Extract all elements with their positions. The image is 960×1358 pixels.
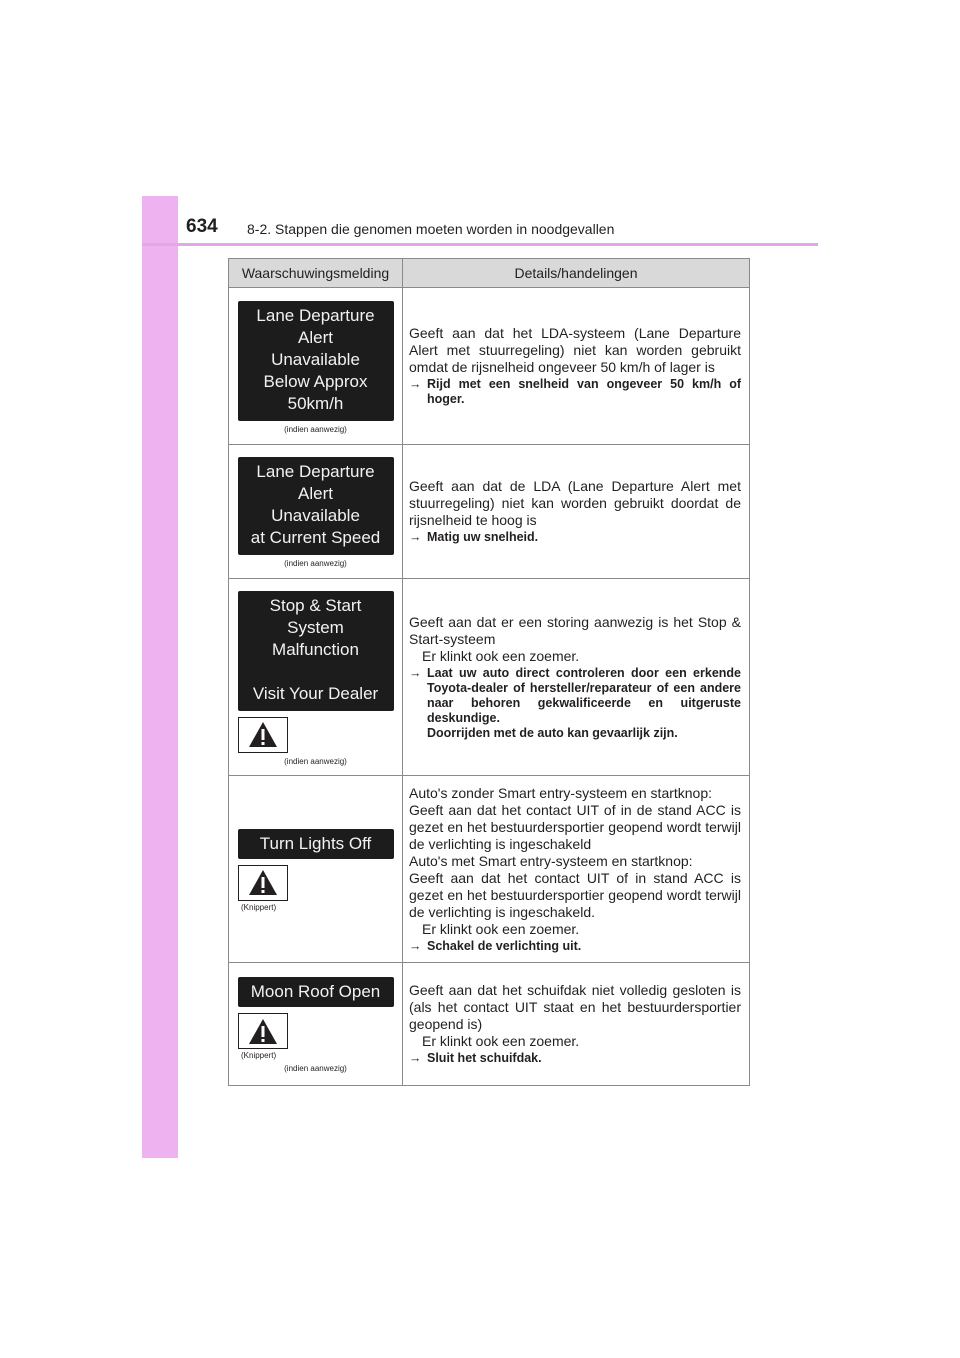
page-number: 634 bbox=[186, 216, 218, 237]
display-line: Alert bbox=[298, 327, 333, 347]
moon-roof-open-display: Moon Roof Open bbox=[238, 977, 394, 1007]
arrow-icon: → bbox=[409, 530, 422, 544]
action-text: Matig uw snelheid. bbox=[427, 530, 539, 544]
buzzer-note: Er klinkt ook een zoemer. bbox=[422, 920, 580, 937]
table-row bbox=[229, 963, 750, 1086]
message-cell bbox=[229, 445, 403, 579]
details-text: Auto's met Smart entry-systeem en startknop: bbox=[409, 852, 693, 869]
header-warning-message: Waarschuwingsmelding bbox=[229, 259, 403, 288]
warning-triangle-icon bbox=[238, 1013, 288, 1049]
details-text: Geeft aan dat de LDA (Lane Departure Alert met stuurregeling) niet kan worden gebruikt doordat de rijsnelheid te hoog is bbox=[409, 478, 741, 528]
display-line: Alert bbox=[298, 484, 333, 503]
arrow-icon: → bbox=[409, 938, 422, 953]
blinking-caption: (Knippert) bbox=[241, 902, 277, 912]
table-row bbox=[229, 579, 750, 776]
action-line bbox=[409, 666, 741, 741]
header-rule bbox=[142, 243, 818, 246]
table-row bbox=[229, 776, 750, 963]
display-line: Unavailable bbox=[271, 506, 360, 525]
details-text: Geeft aan dat het contact UIT of in de stand ACC is gezet en het bestuurdersportier geopend wordt terwijl de verlichting is ingeschakeld bbox=[409, 801, 741, 852]
action-line bbox=[409, 377, 741, 407]
display-line: Malfunction bbox=[272, 639, 359, 659]
action-text: Doorrijden met de auto kan gevaarlijk zijn. bbox=[427, 725, 678, 740]
display-line bbox=[238, 661, 394, 683]
details-cell bbox=[403, 288, 750, 445]
details-text: Geeft aan dat het contact UIT of in stand ACC is gezet en het bestuurdersportier geopend wordt terwijl de verlichting is ingeschakeld. bbox=[409, 869, 741, 920]
details-text: Geeft aan dat het schuifdak niet volledig gesloten is (als het contact UIT staat en het bestuurdersportier geopend is) bbox=[409, 982, 741, 1032]
message-cell bbox=[229, 288, 403, 445]
details-text: Geeft aan dat er een storing aanwezig is het Stop & Start-systeem bbox=[409, 613, 741, 647]
section-title: 8-2. Stappen die genomen moeten worden in noodgevallen bbox=[247, 221, 615, 237]
display-line: 50km/h bbox=[287, 393, 344, 413]
action-text: Laat uw auto direct controleren door een erkende Toyota-dealer of hersteller/reparateur of een andere naar behoren gekwalificeerde en uitgeruste deskundige. bbox=[427, 665, 741, 725]
arrow-icon: → bbox=[409, 1051, 422, 1065]
buzzer-note: Er klinkt ook een zoemer. bbox=[422, 1033, 580, 1049]
availability-caption: (indien aanwezig) bbox=[284, 1064, 347, 1073]
turn-lights-off-display: Turn Lights Off bbox=[238, 829, 394, 859]
stop-start-display bbox=[238, 591, 394, 711]
display-line: Visit Your Dealer bbox=[252, 683, 379, 703]
table-header-row bbox=[229, 259, 750, 288]
display-line: Below Approx bbox=[263, 371, 368, 391]
warning-messages-table bbox=[228, 258, 750, 1086]
table-row bbox=[229, 288, 750, 445]
action-line bbox=[409, 939, 741, 954]
message-cell bbox=[229, 579, 403, 776]
table-row bbox=[229, 445, 750, 579]
action-text: Schakel de verlichting uit. bbox=[427, 938, 582, 953]
action-text: Rijd met een snelheid van ongeveer 50 km/h of hoger. bbox=[427, 377, 741, 406]
display-line: Unavailable bbox=[271, 349, 360, 369]
header-details: Details/handelingen bbox=[403, 259, 750, 288]
details-cell bbox=[403, 579, 750, 776]
lane-departure-speed-display bbox=[238, 457, 394, 555]
action-line bbox=[409, 1051, 741, 1066]
details-text: Auto's zonder Smart entry-systeem en startknop: bbox=[409, 784, 713, 801]
action-text: Sluit het schuifdak. bbox=[427, 1051, 542, 1065]
display-line: Stop & Start bbox=[269, 595, 362, 615]
display-line: at Current Speed bbox=[250, 528, 381, 547]
warning-triangle-icon bbox=[238, 717, 288, 753]
display-line: Lane Departure bbox=[256, 305, 375, 325]
display-line: Lane Departure bbox=[256, 462, 375, 481]
message-cell bbox=[229, 963, 403, 1086]
details-cell bbox=[403, 776, 750, 963]
side-tab-strip bbox=[142, 196, 178, 1158]
availability-caption: (indien aanwezig) bbox=[284, 559, 347, 568]
details-text: Geeft aan dat het LDA-systeem (Lane Departure Alert met stuurregeling) niet kan worden gebruikt omdat de rijsnelheid ongeveer 50 km/h of lager is bbox=[409, 325, 741, 375]
display-line: System bbox=[287, 617, 344, 637]
details-cell bbox=[403, 445, 750, 579]
lane-departure-display bbox=[238, 301, 394, 421]
action-line bbox=[409, 530, 741, 545]
buzzer-note: Er klinkt ook een zoemer. bbox=[422, 647, 580, 664]
warning-triangle-icon bbox=[238, 865, 288, 901]
arrow-icon: → bbox=[409, 665, 422, 680]
availability-caption: (indien aanwezig) bbox=[284, 756, 347, 766]
arrow-icon: → bbox=[409, 377, 422, 391]
message-cell bbox=[229, 776, 403, 963]
blinking-caption: (Knippert) bbox=[241, 1051, 277, 1060]
details-cell bbox=[403, 963, 750, 1086]
availability-caption: (indien aanwezig) bbox=[284, 424, 347, 434]
